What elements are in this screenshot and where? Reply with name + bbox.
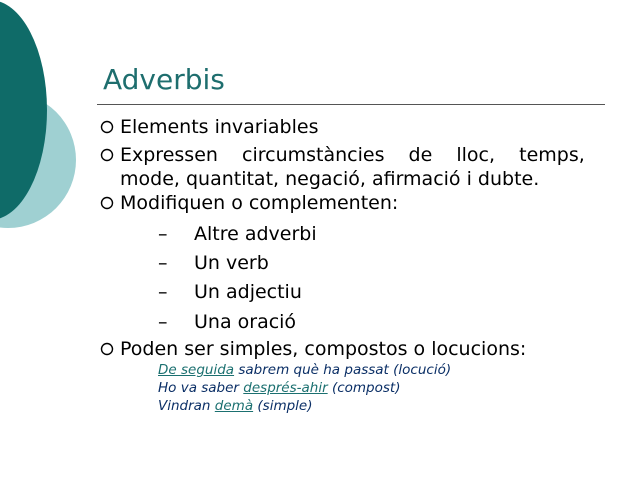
bullet-text-line1: Expressen circumstàncies de lloc, temps, xyxy=(120,144,585,166)
ring-bullet-icon xyxy=(100,148,114,162)
example-line xyxy=(158,379,400,397)
sub-item-text: Un adjectiu xyxy=(194,281,302,303)
example-text: (simple) xyxy=(253,398,313,414)
example-text: Vindran xyxy=(158,398,215,414)
bullet-text: Poden ser simples, compostos o locucions: xyxy=(120,338,527,360)
example-link[interactable]: després-ahir xyxy=(243,380,328,396)
ring-bullet-icon xyxy=(100,342,114,356)
example-text: (compost) xyxy=(327,380,401,396)
example-link[interactable]: demà xyxy=(214,398,254,414)
bullet-text: Modifiquen o complementen: xyxy=(120,192,399,214)
sub-item-text: Una oració xyxy=(194,311,297,333)
dash-marker: – xyxy=(158,252,168,274)
example-link[interactable]: De seguida xyxy=(158,362,235,378)
decorative-circles xyxy=(0,0,110,300)
bullet-text: Elements invariables xyxy=(120,116,319,138)
slide-title: Adverbis xyxy=(103,63,225,96)
bullet-text-line2: mode, quantitat, negació, afirmació i dubte. xyxy=(120,168,540,190)
sub-item-text: Altre adverbi xyxy=(194,223,317,245)
dash-marker: – xyxy=(158,223,168,245)
ring-bullet-icon xyxy=(100,120,114,134)
dash-marker: – xyxy=(158,281,168,303)
ring-bullet-icon xyxy=(100,196,114,210)
example-line xyxy=(158,361,451,379)
example-text: Ho va saber xyxy=(158,380,244,396)
example-line xyxy=(158,397,313,415)
title-divider xyxy=(97,104,605,105)
sub-item-text: Un verb xyxy=(194,252,269,274)
example-text: sabrem què ha passat (locució) xyxy=(234,362,452,378)
dash-marker: – xyxy=(158,311,168,333)
